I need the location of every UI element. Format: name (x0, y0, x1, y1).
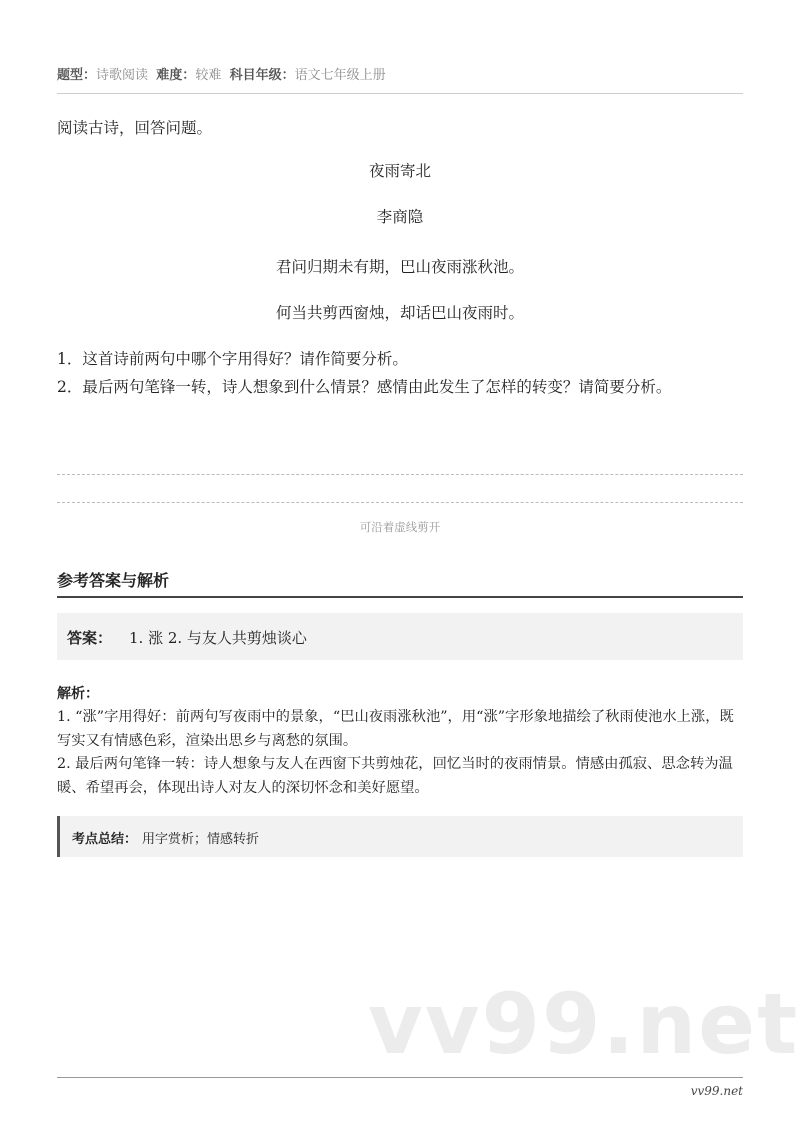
poem-author: 李商隐 (376, 208, 424, 226)
footer-divider (57, 1077, 743, 1078)
difficulty-value: 较难 (195, 68, 222, 83)
answer-label: 答案： (67, 629, 113, 647)
question-meta (57, 64, 386, 83)
grade-label: 科目年级： (229, 68, 295, 83)
summary-value: 用字赏析；情感转折 (142, 832, 260, 847)
poem-line: 何当共剪西窗烛，却话巴山夜雨时。 (275, 304, 524, 322)
grade-value: 语文七年级上册 (294, 68, 386, 83)
answer-section-title: 参考答案与解析 (57, 571, 170, 590)
question-item: 1．这首诗前两句中哪个字用得好？请作简要分析。 (57, 350, 408, 368)
type-label: 题型： (57, 68, 97, 83)
summary-box (57, 816, 743, 857)
section-divider (57, 596, 743, 598)
cut-hint: 可沿着虚线剪开 (359, 520, 441, 534)
analysis-label: 解析： (57, 686, 99, 702)
analysis-paragraph: 2. 最后两句笔锋一转：诗人想象与友人在西窗下共剪烛花，回忆当时的夜雨情景。情感由孤寂、思念转为温暖、希望再会，体现出诗人对友人的深切怀念和美好愿望。 (57, 756, 733, 796)
cut-line (57, 474, 743, 475)
intro-text: 阅读古诗，回答问题。 (57, 119, 213, 137)
poem-title: 夜雨寄北 (368, 162, 431, 180)
summary-label: 考点总结： (72, 832, 138, 847)
answer-value: 1. 涨 2. 与友人共剪烛谈心 (129, 629, 307, 647)
answer-box (57, 613, 743, 660)
analysis-paragraph: 1. “涨”字用得好：前两句写夜雨中的景象，“巴山夜雨涨秋池”，用“涨”字形象地描绘了秋雨使池水上涨，既写实又有情感色彩，渲染出思乡与离愁的氛围。 (57, 709, 734, 749)
header-divider (57, 93, 743, 94)
poem-line: 君问归期未有期，巴山夜雨涨秋池。 (275, 258, 524, 276)
type-value: 诗歌阅读 (96, 68, 149, 83)
cut-line (57, 502, 743, 503)
watermark: vv99.net (368, 975, 800, 1073)
footer-site: vv99.net (690, 1084, 743, 1098)
question-item: 2．最后两句笔锋一转，诗人想象到什么情景？感情由此发生了怎样的转变？请简要分析。 (57, 378, 672, 396)
difficulty-label: 难度： (156, 68, 196, 83)
